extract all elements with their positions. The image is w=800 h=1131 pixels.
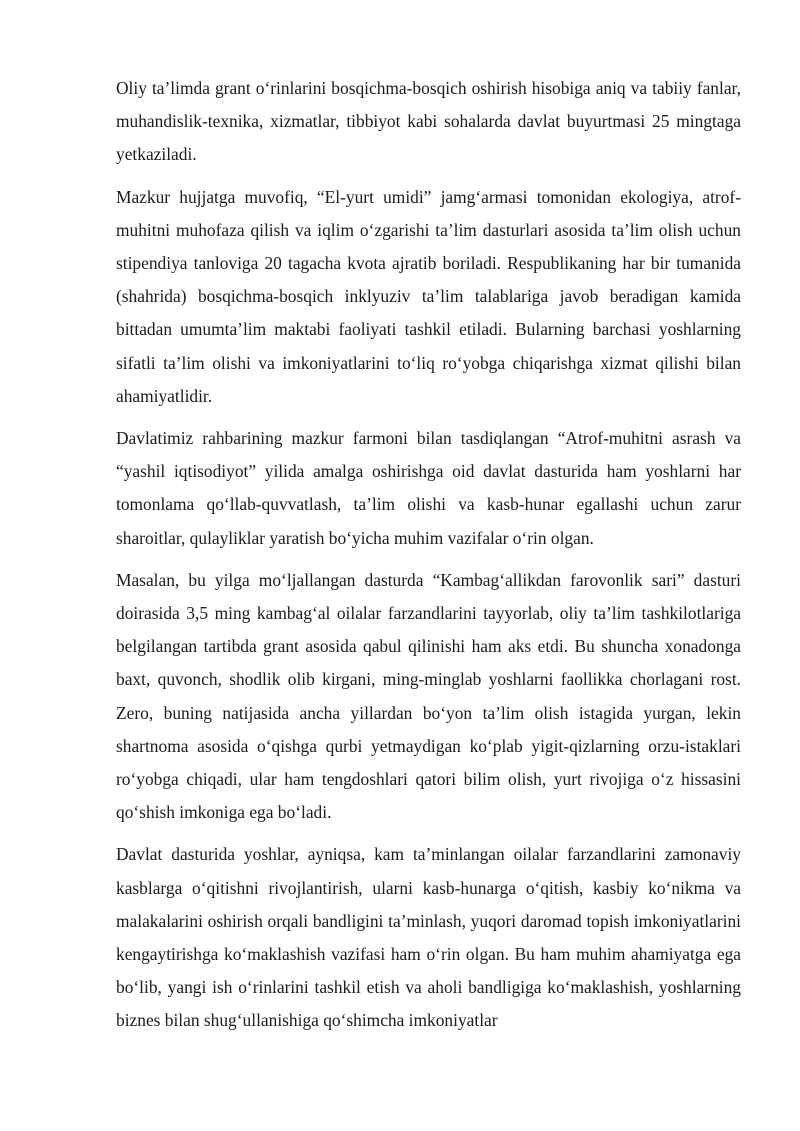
paragraph-1: Oliy ta’limda grant o‘rinlarini bosqichma-bosqich oshirish hisobiga aniq va tabiiy fanlar, muhandislik-texnika, xizmatlar, tibbiyot kabi sohalarda davlat buyurtmasi 25 mingtaga yetkaziladi. bbox=[116, 78, 741, 165]
paragraph-2: Mazkur hujjatga muvofiq, “El-yurt umidi” jamg‘armasi tomonidan ekologiya, atrof-muhitni muhofaza qilish va iqlim o‘zgarishi ta’lim dasturlari asosida ta’lim olish uchun stipendiya tanloviga 20 tagacha kvota ajratib boriladi. Respublikaning har bir tumanida (shahrida) bosqichma-bosqich inklyuziv ta’lim talablariga javob beradigan kamida bittadan umumta’lim maktabi faoliyati tashkil etiladi. Bularning barchasi yoshlarning sifatli ta’lim olishi va imkoniyatlarini to‘liq ro‘yobga chiqarishga xizmat qilishi bilan ahamiyatlidir. bbox=[116, 186, 741, 406]
paragraph-3: Davlatimiz rahbarining mazkur farmoni bilan tasdiqlangan “Atrof-muhitni asrash va “yashil iqtisodiyot” yilida amalga oshirishga oid davlat dasturida ham yoshlarni har tomonlama qo‘llab-quvvatlash, ta’lim olishi va kasb-hunar egallashi uchun zarur sharoitlar, qulayliklar yaratish bo‘yicha muhim vazifalar o‘rin olgan. bbox=[116, 428, 741, 548]
paragraph-5: Davlat dasturida yoshlar, ayniqsa, kam ta’minlangan oilalar farzandlarini zamonaviy kasblarga o‘qitishni rivojlantirish, ularni kasb-hunarga o‘qitish, kasbiy ko‘nikma va malakalarini oshirish orqali bandligini ta’minlash, yuqori daromad topish imkoniyatlarini kengaytirishga ko‘maklashish vazifasi ham o‘rin olgan. Bu ham muhim ahamiyatga ega bo‘lib, yangi ish o‘rinlarini tashkil etish va aholi bandligiga ko‘maklashish, yoshlarning biznes bilan shug‘ullanishiga qo‘shimcha imkoniyatlar bbox=[116, 844, 741, 1031]
document-body bbox=[116, 72, 741, 1047]
paragraph-4: Masalan, bu yilga mo‘ljallangan dasturda “Kambag‘allikdan farovonlik sari” dasturi doirasida 3,5 ming kambag‘al oilalar farzandlarini tayyorlab, oliy ta’lim tashkilotlariga belgilangan tartibda grant asosida qabul qilinishi ham aks etdi. Bu shuncha xonadonga baxt, quvonch, shodlik olib kirgani, ming-minglab yoshlarni faollikka chorlagani rost. Zero, buning natijasida ancha yillardan bo‘yon ta’lim olish istagida yurgan, lekin shartnoma asosida o‘qishga qurbi yetmaydigan ko‘plab yigit-qizlarning orzu-istaklari ro‘yobga chiqadi, ular ham tengdoshlari qatori bilim olish, yurt rivojiga o‘z hissasini qo‘shish imkoniga ega bo‘ladi. bbox=[116, 569, 741, 823]
